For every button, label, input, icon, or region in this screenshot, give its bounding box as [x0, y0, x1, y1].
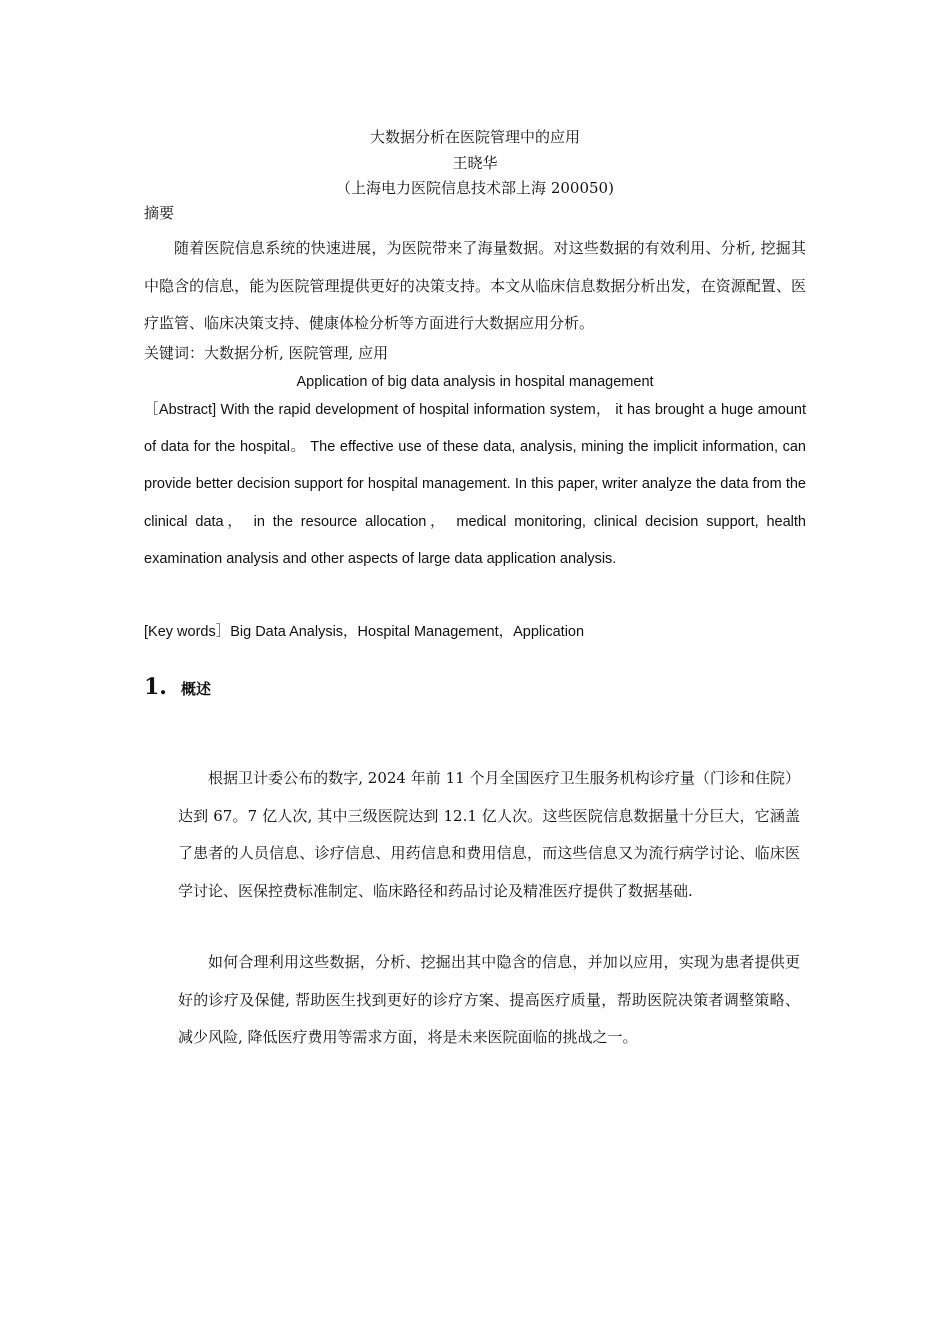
abstract-label-zh: 摘要 — [144, 204, 175, 222]
abstract-zh: 随着医院信息系统的快速进展，为医院带来了海量数据。对这些数据的有效利用、分析, 挖掘其中隐含的信息，能为医院管理提供更好的决策支持。本文从临床信息数据分析出发，在资源配置、医疗监管、临床决策支持、健康体检分析等方面进行大数据应用分析。 — [144, 239, 806, 332]
section-heading — [144, 674, 211, 700]
keywords-en: [Key words］Big Data Analysis，Hospital Management，Application — [144, 624, 585, 640]
paper-title-zh: 大数据分析在医院管理中的应用 — [369, 128, 580, 146]
keywords-zh: 关键词：大数据分析, 医院管理, 应用 — [144, 344, 389, 362]
author-affiliation: （上海电力医院信息技术部上海 200050) — [336, 179, 614, 197]
section-title: 概述 — [180, 680, 211, 698]
section-number: 1. — [144, 674, 167, 700]
paper-title-en: Application of big data analysis in hospital management — [296, 374, 654, 390]
body-paragraph: 如何合理利用这些数据，分析、挖掘出其中隐含的信息，并加以应用，实现为患者提供更好的诊疗及保健, 帮助医生找到更好的诊疗方案、提高医疗质量，帮助医院决策者调整策略、减少风险, 降低医疗费用等需求方面，将是未来医院面临的挑战之一。 — [178, 953, 800, 1047]
abstract-en: ［Abstract] With the rapid development of hospital information system， it has brought a huge amount of data for the hospital。 The effective use of these data, analysis, mining the implicit information, can provide better decision support for hospital management. In this paper, writer analyze the data from the clinical data， in the resource allocation， medical monitoring, clinical decision support, health examination analysis and other aspects of large data application analysis. — [144, 402, 806, 567]
author-name: 王晓华 — [452, 154, 498, 172]
body-paragraph: 根据卫计委公布的数字, 2024 年前 11 个月全国医疗卫生服务机构诊疗量（门诊和住院）达到 67。7 亿人次, 其中三级医院达到 12.1 亿人次。这些医院信息数据量十分巨大，它涵盖了患者的人员信息、诊疗信息、用药信息和费用信息，而这些信息又为流行病学讨论、临床医学讨论、医保控费标准制定、临床路径和药品讨论及精准医疗提供了数据基础. — [178, 769, 800, 901]
